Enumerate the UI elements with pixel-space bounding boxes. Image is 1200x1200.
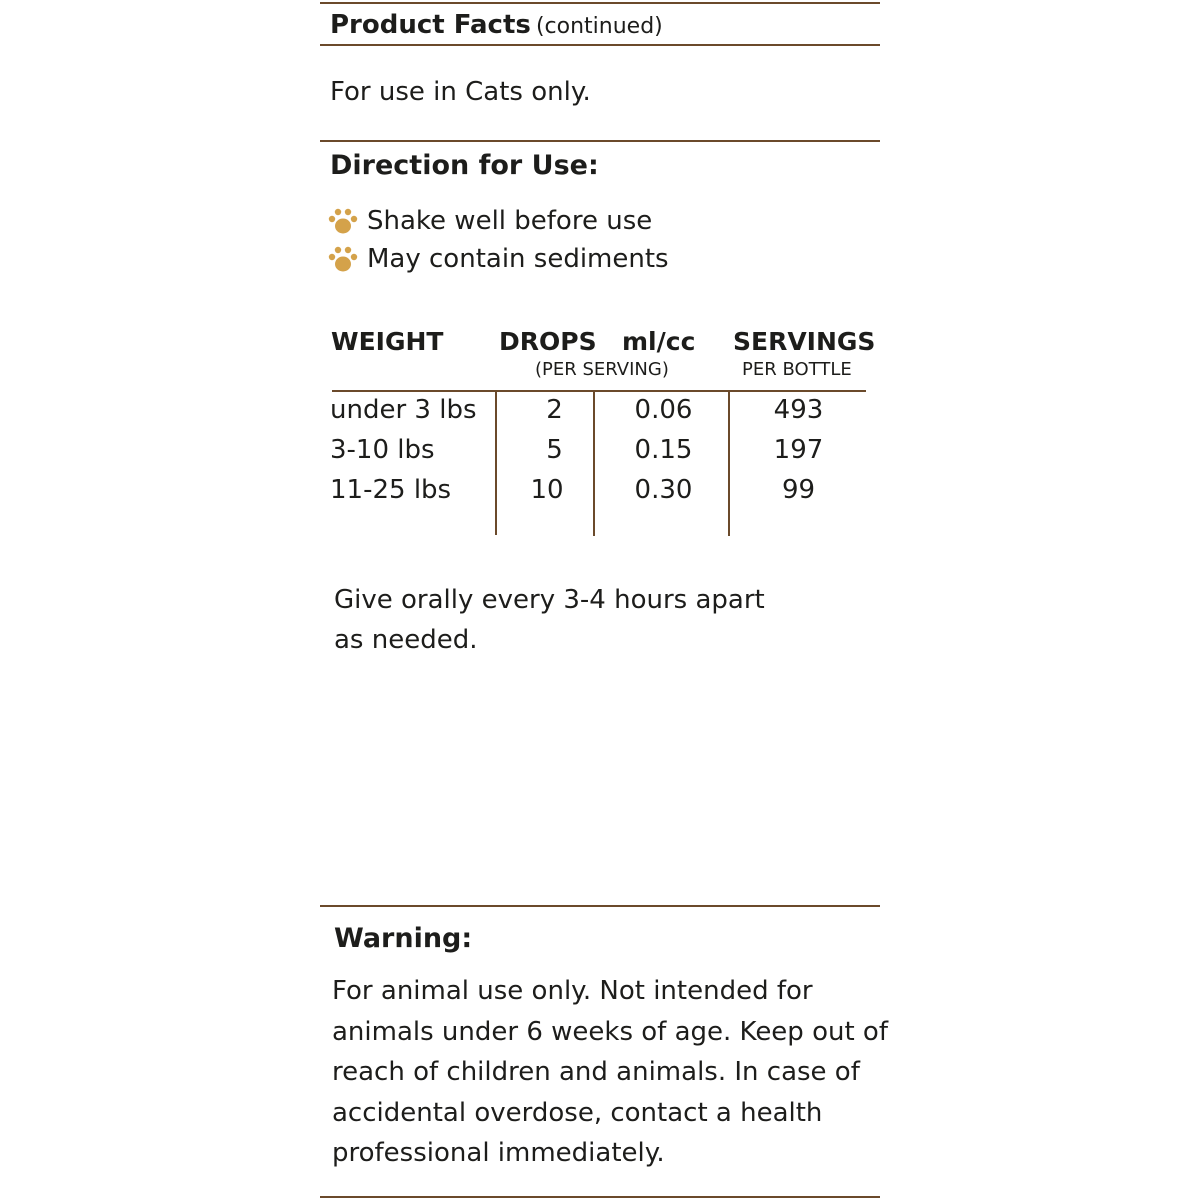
cell-ml: 0.06 xyxy=(634,395,693,425)
paw-icon xyxy=(327,244,359,274)
cell-weight: under 3 lbs xyxy=(330,395,477,425)
cell-servings: 197 xyxy=(773,435,824,465)
page-title xyxy=(330,10,663,40)
direction-bullet xyxy=(327,202,652,240)
column-subheader-per-bottle: PER BOTTLE xyxy=(742,359,852,380)
cell-servings: 99 xyxy=(781,475,816,505)
column-header-weight: WEIGHT xyxy=(331,327,444,356)
warning-rule xyxy=(320,905,880,907)
dosing-note-line: Give orally every 3-4 hours apart xyxy=(334,585,765,615)
column-header-ml: ml/cc xyxy=(622,327,696,356)
top-rule xyxy=(320,2,880,4)
cell-drops: 2 xyxy=(546,395,563,425)
cell-ml: 0.15 xyxy=(634,435,693,465)
section-rule xyxy=(320,140,880,142)
bullet-text: May contain sediments xyxy=(367,244,669,274)
column-header-drops: DROPS xyxy=(499,327,597,356)
dosing-note-line: as needed. xyxy=(334,625,478,655)
warning-text: For animal use only. Not intended for animals under 6 weeks of age. Keep out of reach of children and animals. In case of accidental overdose, contact a health professional immediately. xyxy=(332,976,888,1168)
header-rule xyxy=(320,44,880,46)
directions-heading: Direction for Use: xyxy=(330,150,599,181)
cell-weight: 11-25 lbs xyxy=(330,475,452,505)
column-subheader-per-serving: (PER SERVING) xyxy=(535,359,669,380)
column-header-servings: SERVINGS xyxy=(733,327,876,356)
species-note: For use in Cats only. xyxy=(330,77,591,107)
table-header-rule xyxy=(332,390,866,392)
cell-drops: 5 xyxy=(546,435,563,465)
bullet-text: Shake well before use xyxy=(367,206,653,236)
paw-icon xyxy=(327,206,359,236)
title-subtitle: (continued) xyxy=(535,14,663,39)
cell-weight: 3-10 lbs xyxy=(330,435,435,465)
warning-heading: Warning: xyxy=(334,923,473,954)
cell-servings: 493 xyxy=(773,395,824,425)
cell-ml: 0.30 xyxy=(634,475,693,505)
cell-drops: 10 xyxy=(530,475,564,505)
title-main: Product Facts xyxy=(330,10,531,40)
direction-bullet xyxy=(327,240,669,278)
bottom-rule xyxy=(320,1196,880,1198)
